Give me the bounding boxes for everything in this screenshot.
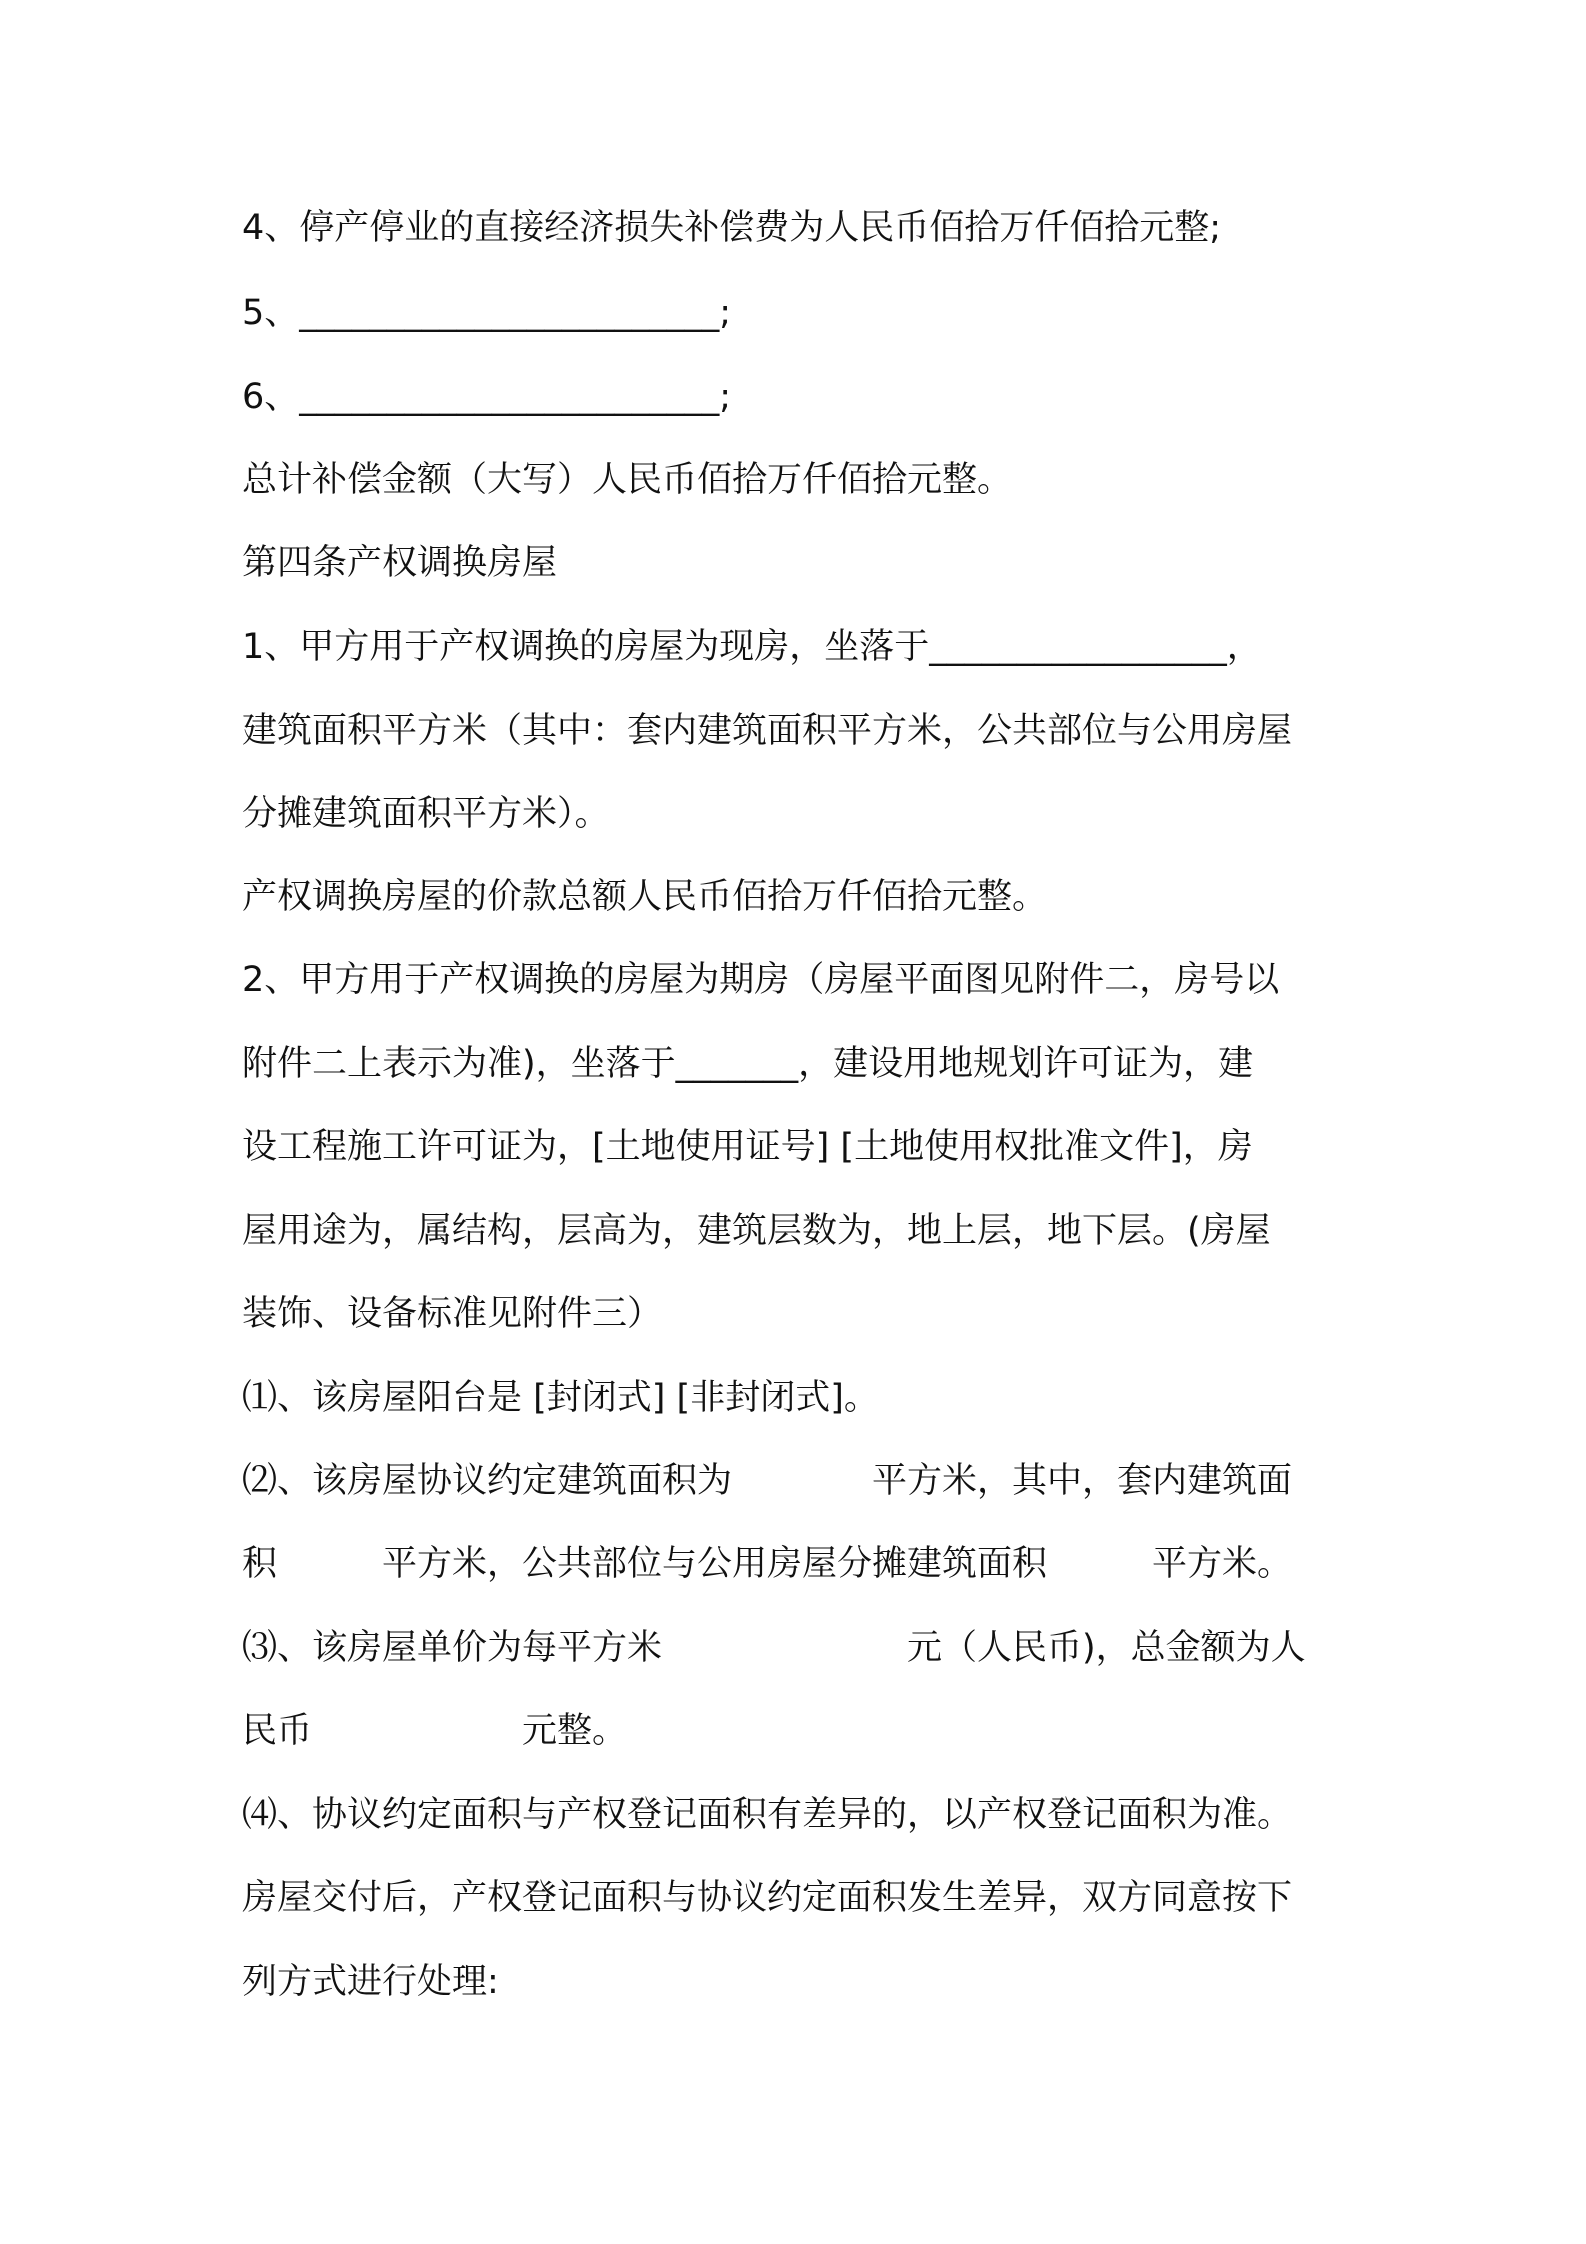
total-compensation-line: 总计补偿金额（大写）人民币佰拾万仟佰拾元整。: [242, 460, 1013, 500]
paragraph-line: ⑴、该房屋阳台是 [封闭式] [非封闭式]。: [242, 1378, 879, 1418]
paragraph-line: ⑵、该房屋协议约定建筑面积为 平方米，其中，套内建筑面: [242, 1461, 1293, 1501]
paragraph-line: 附件二上表示为准)，坐落于_______，建设用地规划许可证为，建: [242, 1044, 1254, 1084]
paragraph-line: ⑷、协议约定面积与产权登记面积有差异的，以产权登记面积为准。: [242, 1795, 1293, 1835]
clause-6-line: 6、________________________;: [242, 377, 732, 417]
paragraph-line: 2、甲方用于产权调换的房屋为期房（房屋平面图见附件二，房号以: [242, 960, 1280, 1000]
paragraph-line: 积 平方米，公共部位与公用房屋分摊建筑面积 平方米。: [242, 1544, 1293, 1584]
paragraph-line: 产权调换房屋的价款总额人民币佰拾万仟佰拾元整。: [242, 877, 1048, 917]
clause-4-line: 4、停产停业的直接经济损失补偿费为人民币佰拾万仟佰拾元整;: [242, 208, 1222, 248]
paragraph-line: 分摊建筑面积平方米）。: [242, 794, 610, 834]
paragraph-line: 房屋交付后，产权登记面积与协议约定面积发生差异，双方同意按下: [242, 1878, 1293, 1918]
paragraph-line: 装饰、设备标准见附件三）: [242, 1294, 663, 1334]
paragraph-line: 设工程施工许可证为，[土地使用证号] [土地使用权批准文件]，房: [242, 1127, 1253, 1167]
paragraph-line: 屋用途为，属结构，层高为，建筑层数为，地上层，地下层。(房屋: [242, 1211, 1271, 1251]
paragraph-line: 民币 元整。: [242, 1711, 628, 1751]
article-4-heading: 第四条产权调换房屋: [242, 543, 558, 583]
paragraph-line: 1、甲方用于产权调换的房屋为现房，坐落于_________________，: [242, 627, 1262, 667]
clause-5-line: 5、________________________;: [242, 293, 732, 333]
paragraph-line: ⑶、该房屋单价为每平方米 元（人民币)，总金额为人: [242, 1628, 1306, 1668]
paragraph-line: 列方式进行处理:: [242, 1962, 499, 2002]
paragraph-line: 建筑面积平方米（其中：套内建筑面积平方米，公共部位与公用房屋: [242, 711, 1293, 751]
